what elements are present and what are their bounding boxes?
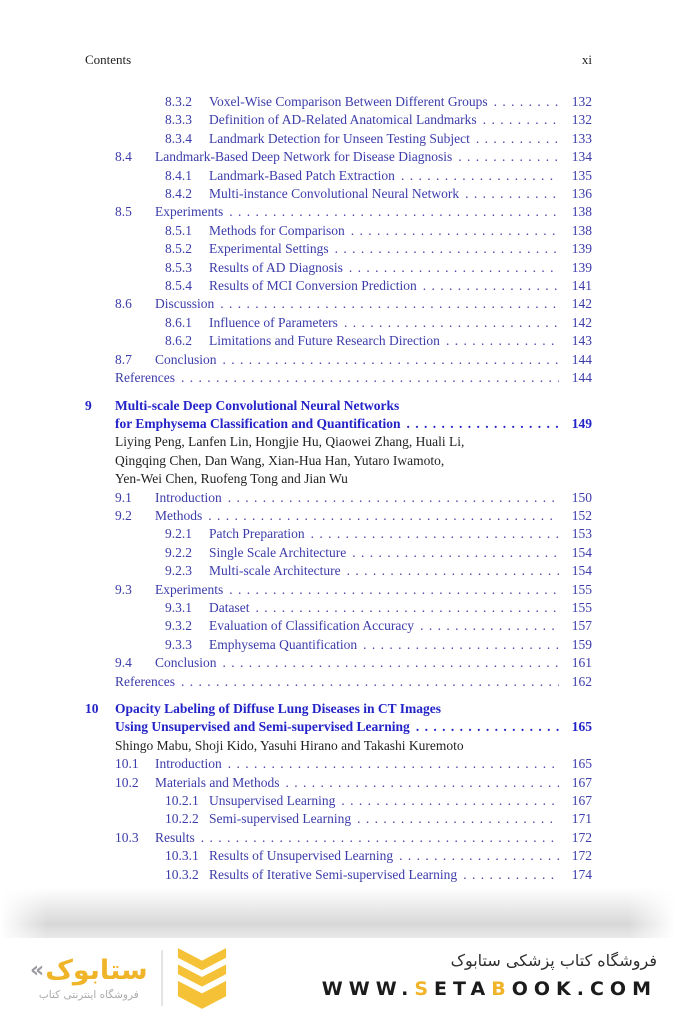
toc-entry-number: 10.3 [115,829,139,845]
toc-dot-leader [399,847,559,865]
toc-entry-number: 8.6.1 [165,314,192,330]
chapter-page: 165 [571,719,592,735]
toc-entry-title: Patch Preparation [209,526,305,542]
toc-entry-page: 144 [571,351,592,367]
toc-entry-number: 8.5.4 [165,278,192,294]
toc-entry [85,847,592,865]
toc-entry-title: Experimental Settings [209,241,329,257]
footer-store-info [322,951,657,1000]
chapter-number: 9 [85,397,92,413]
toc-entry-page: 154 [571,544,592,560]
toc-entry [85,295,592,313]
toc-entry-page: 155 [571,599,592,615]
toc-entry-page: 157 [571,618,592,634]
toc-entry-page: 141 [571,278,592,294]
toc-entry-number: 9.2.1 [165,526,192,542]
toc-entry [85,332,592,350]
url-letter: S [414,978,435,1000]
toc-dot-leader [349,259,559,277]
toc-entry-title: Unsupervised Learning [209,793,336,809]
toc-dot-leader [351,222,559,240]
toc-entry-number: 9.2.2 [165,544,192,560]
toc-entry [85,93,592,111]
chapter-title-block [115,700,592,737]
toc-entry-page: 144 [571,370,592,386]
toc-entry [85,599,592,617]
chapter-title-line: Opacity Labeling of Diffuse Lung Diseases in CT Images [115,701,442,716]
toc-entry-title: Discussion [155,296,215,312]
toc-entry-page: 161 [571,655,592,671]
toc-entry-title: Evaluation of Classification Accuracy [209,618,415,634]
toc-entry-page: 167 [571,774,592,790]
toc-entry-number: 10.3.2 [165,866,199,882]
toc-entry-title: Results of Iterative Semi-supervised Learning [209,866,458,882]
toc-dot-leader [465,185,559,203]
toc-entry-number: 8.4 [115,149,132,165]
toc-entry-number: 8.5 [115,204,132,220]
toc-entry-title: Landmark-Based Deep Network for Disease Diagnosis [155,149,453,165]
toc-entry-number: 10.2 [115,774,139,790]
toc-entry-number: 9.2 [115,507,132,523]
toc-entry-number: 9.3.3 [165,636,192,652]
toc-entry-page: 143 [571,333,592,349]
watermark-footer [0,938,675,1024]
toc-entry-number: 8.6.2 [165,333,192,349]
toc-entry-title: Emphysema Quantification [209,636,358,652]
toc-entry-number: 8.4.1 [165,167,192,183]
toc-entry [85,314,592,332]
toc-entry-title: Conclusion [155,655,217,671]
toc-entry-page: 138 [571,204,592,220]
url-letter: E [434,978,453,1000]
toc-entry [85,562,592,580]
toc-entry-page: 174 [571,866,592,882]
toc-entry-page: 134 [571,149,592,165]
toc-dot-leader [229,581,559,599]
toc-dot-leader [223,351,559,369]
toc-entry-number: 8.3.3 [165,112,192,128]
toc-entry-title: Results of Unsupervised Learning [209,848,394,864]
toc-dot-leader [416,718,559,736]
toc-entry-title: Semi-supervised Learning [209,811,352,827]
toc-entry-page: 139 [571,259,592,275]
url-letter: W [321,978,349,1000]
toc-dot-leader [228,489,559,507]
chevron-emblem-icon [176,946,228,1010]
toc-entry-page: 153 [571,526,592,542]
toc-entry [85,792,592,810]
store-title-persian: فروشگاه کتاب پزشکی ستابوک [450,951,657,970]
toc-entry [85,507,592,525]
toc-entry-page: 165 [571,756,592,772]
page-edge-shadow [0,888,675,938]
website-url [322,978,657,1000]
toc-entry-title: References [115,673,175,689]
url-letter: . [401,978,415,1000]
toc-entry-page: 167 [571,793,592,809]
toc-dot-leader [181,673,559,691]
toc-dot-leader [255,599,559,617]
toc-dot-leader [311,525,559,543]
toc-dot-leader [223,654,559,672]
toc-dot-leader [407,415,559,433]
chapter-authors: Shingo Mabu, Shoji Kido, Yasuhi Hirano and Takashi Kuremoto [115,737,464,753]
toc-entry-page: 133 [571,130,592,146]
toc-entry-number: 9.2.3 [165,563,192,579]
url-letter: . [576,978,590,1000]
chapter-authors: Liying Peng, Lanfen Lin, Hongjie Hu, Qiaowei Zhang, Huali Li, [115,434,465,450]
toc-dot-leader [341,792,559,810]
toc-entry-title: Methods for Comparison [209,222,345,238]
toc-entry-page: 142 [571,314,592,330]
guillemet-icon: « [30,957,45,983]
toc-entry-number: 9.3 [115,581,132,597]
toc-entry [85,581,592,599]
toc-dot-leader [285,774,559,792]
url-letter: B [491,978,512,1000]
toc-entry-title: Results of MCI Conversion Prediction [209,278,417,294]
toc-dot-leader [401,167,559,185]
toc-dot-leader [220,295,559,313]
toc-entry-number: 9.3.2 [165,618,192,634]
toc-entry [85,617,592,635]
toc-entry-number: 10.1 [115,756,139,772]
toc-entry-title: Definition of AD-Related Anatomical Landmarks [209,112,477,128]
toc-entry-number: 9.4 [115,655,132,671]
toc-entry [85,810,592,828]
toc-entry-page: 132 [571,94,592,109]
table-of-contents [85,93,592,884]
url-letter: A [470,978,492,1000]
toc-entry [85,130,592,148]
toc-entry-page: 172 [571,848,592,864]
toc-entry [85,185,592,203]
chapter-title-block [115,397,592,434]
toc-dot-leader [208,507,559,525]
logo-wordmark-text: ستابوک [45,954,148,986]
chapter-title-text: for Emphysema Classification and Quantification [115,415,401,431]
toc-entry-title: Experiments [155,581,224,597]
page-number-roman: xi [581,52,592,67]
toc-entry-title: Experiments [155,204,224,220]
toc-entry [85,829,592,847]
toc-entry [85,654,592,672]
toc-dot-leader [476,130,559,148]
toc-entry-title: Dataset [209,599,250,615]
toc-entry-number: 8.5.1 [165,222,192,238]
toc-entry [85,277,592,295]
url-letter: W [375,978,402,1000]
toc-entry-page: 162 [571,673,592,689]
toc-entry-page: 136 [571,186,592,202]
toc-entry-number: 8.3.2 [165,94,192,109]
toc-entry-number: 8.5.3 [165,259,192,275]
logo-text-block [30,956,148,1001]
toc-entry-title: Multi-instance Convolutional Neural Network [209,186,460,202]
toc-entry-page: 172 [571,829,592,845]
toc-entry-page: 142 [571,296,592,312]
toc-entry-title: Results of AD Diagnosis [209,259,343,275]
toc-entry-title: Limitations and Future Research Direction [209,333,440,349]
toc-dot-leader [181,369,559,387]
toc-entry-title: Results [155,829,195,845]
url-letter: C [589,978,610,1000]
toc-dot-leader [357,810,559,828]
toc-entry-title: Methods [155,507,203,523]
toc-entry-title: Multi-scale Architecture [209,563,341,579]
toc-entry-number: 9.1 [115,489,132,505]
toc-dot-leader [494,93,559,111]
chapter-title-text: Using Unsupervised and Semi-supervised Learning [115,719,410,735]
chapter-number: 10 [85,701,99,716]
toc-entry-page: 139 [571,241,592,257]
toc-entry [85,673,592,691]
toc-dot-leader [363,636,559,654]
toc-entry-number: 8.3.4 [165,130,192,146]
running-header [85,52,592,68]
url-letter: O [609,978,633,1000]
toc-entry [85,636,592,654]
toc-dot-leader [228,755,559,773]
toc-dot-leader [201,829,559,847]
toc-entry-number: 8.4.2 [165,186,192,202]
toc-entry [85,755,592,773]
toc-entry [85,240,592,258]
toc-entry [85,111,592,129]
toc-entry-page: 138 [571,222,592,238]
toc-entry-number: 8.5.2 [165,241,192,257]
toc-dot-leader [483,111,559,129]
toc-entry-title: Conclusion [155,351,217,367]
toc-entry-title: Landmark Detection for Unseen Testing Subject [209,130,470,146]
toc-dot-leader [229,203,559,221]
toc-entry [85,167,592,185]
toc-entry [85,774,592,792]
toc-entry-title: Influence of Parameters [209,314,338,330]
toc-dot-leader [423,277,559,295]
toc-entry [85,222,592,240]
toc-entry-number: 8.7 [115,351,132,367]
toc-entry-page: 135 [571,167,592,183]
logo-divider [161,950,163,1006]
toc-entry-title: Materials and Methods [155,774,280,790]
toc-entry-number: 8.6 [115,296,132,312]
toc-entry-title: Single Scale Architecture [209,544,347,560]
toc-dot-leader [446,332,559,350]
toc-dot-leader [352,544,559,562]
toc-entry-page: 159 [571,636,592,652]
running-header-title: Contents [85,52,132,67]
toc-entry-number: 10.2.2 [165,811,199,827]
toc-dot-leader [420,617,559,635]
toc-entry-title: Introduction [155,756,222,772]
url-letter: O [533,978,557,1000]
url-letter: M [632,978,657,1000]
chapter-page: 149 [571,415,592,431]
logo-tagline: فروشگاه اینترنتی کتاب [38,988,139,1001]
toc-entry-number: 10.3.1 [165,848,199,864]
toc-entry-page: 150 [571,489,592,505]
chapter-heading [85,700,592,737]
toc-entry [85,259,592,277]
toc-entry-page: 152 [571,507,592,523]
toc-dot-leader [463,866,559,884]
url-letter: O [511,978,534,1000]
toc-entry-page: 154 [571,563,592,579]
toc-entry-page: 155 [571,581,592,597]
toc-entry-title: Voxel-Wise Comparison Between Different Groups [209,94,488,109]
toc-entry [85,148,592,166]
toc-entry [85,203,592,221]
toc-entry-title: Landmark-Based Patch Extraction [209,167,395,183]
toc-entry [85,489,592,507]
toc-entry-page: 132 [571,112,592,128]
chapter-heading [85,397,592,434]
toc-dot-leader [347,562,559,580]
chapter-title-line: Multi-scale Deep Convolutional Neural Networks [115,397,400,413]
toc-entry [85,351,592,369]
toc-dot-leader [335,240,559,258]
toc-entry-title: Introduction [155,489,222,505]
chapter-title-line [115,718,592,736]
toc-dot-leader [344,314,559,332]
toc-dot-leader [458,148,559,166]
chapter-authors: Qingqing Chen, Dan Wang, Xian-Hua Han, Yutaro Iwamoto, [115,452,445,468]
toc-entry-number: 9.3.1 [165,599,192,615]
url-letter: T [453,978,471,1000]
url-letter: W [348,978,376,1000]
toc-entry-page: 171 [571,811,592,827]
url-letter: K [556,978,577,1000]
setabook-logo [30,946,228,1010]
toc-entry [85,369,592,387]
toc-entry-title: References [115,370,175,386]
chapter-authors: Yen-Wei Chen, Ruofeng Tong and Jian Wu [115,471,348,487]
toc-entry-number: 10.2.1 [165,793,199,809]
toc-entry [85,866,592,884]
chapter-title-line [115,415,592,433]
logo-wordmark [30,956,148,986]
toc-entry [85,544,592,562]
toc-entry [85,525,592,543]
